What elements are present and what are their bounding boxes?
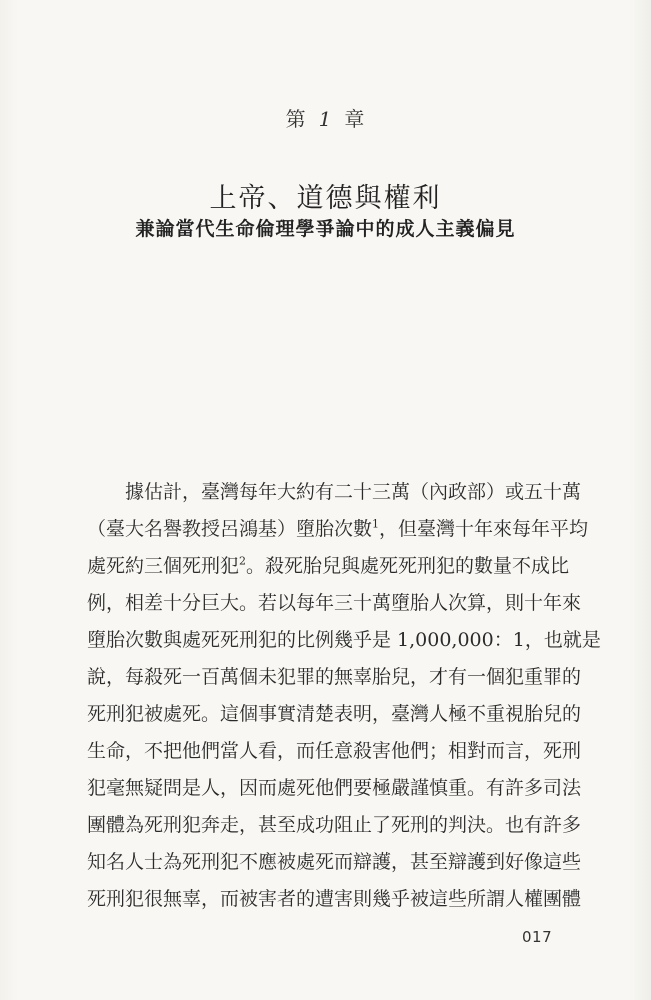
text-line	[87, 622, 601, 659]
page-number: 017	[522, 928, 553, 946]
text-line	[87, 511, 589, 548]
text-line	[87, 733, 582, 770]
chapter-title: 上帝、道德與權利	[209, 183, 442, 214]
line-text: ，但臺灣十年來每年平均	[379, 518, 589, 540]
line-text: （臺大名譽教授呂鴻基）墮胎次數	[87, 518, 373, 540]
text-line	[87, 696, 582, 733]
line-text: 犯毫無疑問是人，因而處死他們要極嚴謹慎重。有許多司法	[87, 777, 582, 799]
text-line	[87, 881, 582, 918]
line-text: 說，每殺死一百萬個未犯罪的無辜胎兒，才有一個犯重罪的	[87, 666, 582, 688]
chapter-subtitle: 兼論當代生命倫理學爭論中的成人主義偏見	[135, 218, 516, 240]
text-line	[87, 548, 570, 585]
chapter-suffix: 章	[344, 107, 366, 131]
body-paragraph	[87, 474, 601, 918]
line-text: 例，相差十分巨大。若以每年三十萬墮胎人次算，則十年來	[87, 592, 582, 614]
line-text: 團體為死刑犯奔走，甚至成功阻止了死刑的判決。也有許多	[87, 814, 582, 836]
footnote-mark[interactable]: 1	[372, 517, 380, 531]
text-line	[87, 807, 582, 844]
line-text: 墮胎次數與處死死刑犯的比例幾乎是 1,000,000：1，也就是	[87, 629, 601, 651]
line-text: 知名人士為死刑犯不應被處死而辯護，甚至辯護到好像這些	[87, 851, 582, 873]
line-text: 。殺死胎兒與處死死刑犯的數量不成比	[246, 555, 570, 577]
line-text: 處死約三個死刑犯	[87, 555, 240, 577]
footnote-mark[interactable]: 2	[239, 554, 247, 568]
line-text: 死刑犯被處死。這個事實清楚表明，臺灣人極不重視胎兒的	[87, 703, 582, 725]
chapter-heading	[0, 103, 651, 132]
line-text: 生命，不把他們當人看，而任意殺害他們；相對而言，死刑	[87, 740, 582, 762]
text-line	[87, 585, 582, 622]
line-text: 死刑犯很無辜，而被害者的遭害則幾乎被這些所謂人權團體	[87, 888, 582, 910]
line-text: 據估計，臺灣每年大約有二十三萬（內政部）或五十萬	[125, 481, 582, 503]
chapter-number: 1	[318, 107, 333, 131]
text-line	[87, 770, 582, 807]
text-line	[87, 844, 582, 881]
text-line	[87, 659, 582, 696]
text-line	[87, 474, 582, 511]
chapter-prefix: 第	[285, 107, 307, 131]
